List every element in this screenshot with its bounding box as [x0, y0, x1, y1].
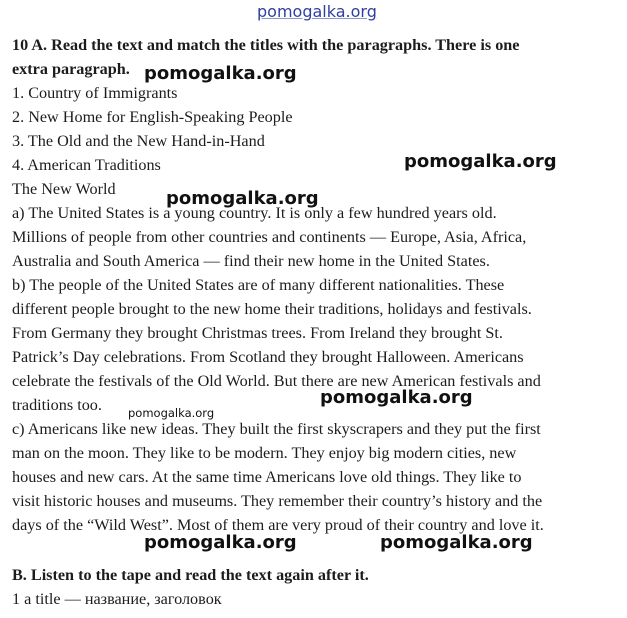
text-line: a) The United States is a young country. It is only a few hundred years old. — [12, 204, 497, 222]
watermark: pomogalka.org — [144, 63, 297, 84]
watermark-small: pomogalka.org — [128, 406, 215, 420]
text-line: traditions too. — [12, 396, 102, 414]
text-line: houses and new cars. At the same time Americans love old things. They like to — [12, 468, 522, 486]
task-a-heading-line2: extra paragraph. — [12, 60, 130, 78]
watermark: pomogalka.org — [166, 188, 319, 209]
text-line: days of the “Wild West”. Most of them are very proud of their country and love it. — [12, 516, 544, 534]
text-line: visit historic houses and museums. They remember their country’s history and the — [12, 492, 543, 510]
text-line: celebrate the festivals of the Old World. But there are new American festivals and — [12, 372, 541, 390]
task-a-heading-line1: 10 A. Read the text and match the titles with the paragraphs. There is one — [12, 36, 520, 54]
title-option-1: 1. Country of Immigrants — [12, 84, 178, 102]
watermark: pomogalka.org — [380, 532, 533, 553]
watermark: pomogalka.org — [144, 532, 297, 553]
text-title: The New World — [12, 180, 116, 198]
text-line: From Germany they brought Christmas trees. From Ireland they brought St. — [12, 324, 503, 342]
text-line: different people brought to the new home their traditions, holidays and festivals. — [12, 300, 532, 318]
watermark-top: pomogalka.org — [257, 2, 377, 21]
watermark: pomogalka.org — [404, 151, 557, 172]
text-line: b) The people of the United States are of many different nationalities. These — [12, 276, 505, 294]
text-line: Patrick’s Day celebrations. From Scotland they brought Halloween. Americans — [12, 348, 524, 366]
vocab-line: 1 a title — название, заголовок — [12, 590, 222, 608]
watermark: pomogalka.org — [320, 387, 473, 408]
text-line: man on the moon. They like to be modern. They enjoy big modern cities, new — [12, 444, 517, 462]
text-line: c) Americans like new ideas. They built the first skyscrapers and they put the first — [12, 420, 541, 438]
title-option-2: 2. New Home for English-Speaking People — [12, 108, 293, 126]
title-option-3: 3. The Old and the New Hand-in-Hand — [12, 132, 265, 150]
task-b-heading: B. Listen to the tape and read the text again after it. — [12, 566, 369, 584]
text-line: Millions of people from other countries and continents — Europe, Asia, Africa, — [12, 228, 527, 246]
title-option-4: 4. American Traditions — [12, 156, 161, 174]
text-line: Australia and South America — find their new home in the United States. — [12, 252, 490, 270]
